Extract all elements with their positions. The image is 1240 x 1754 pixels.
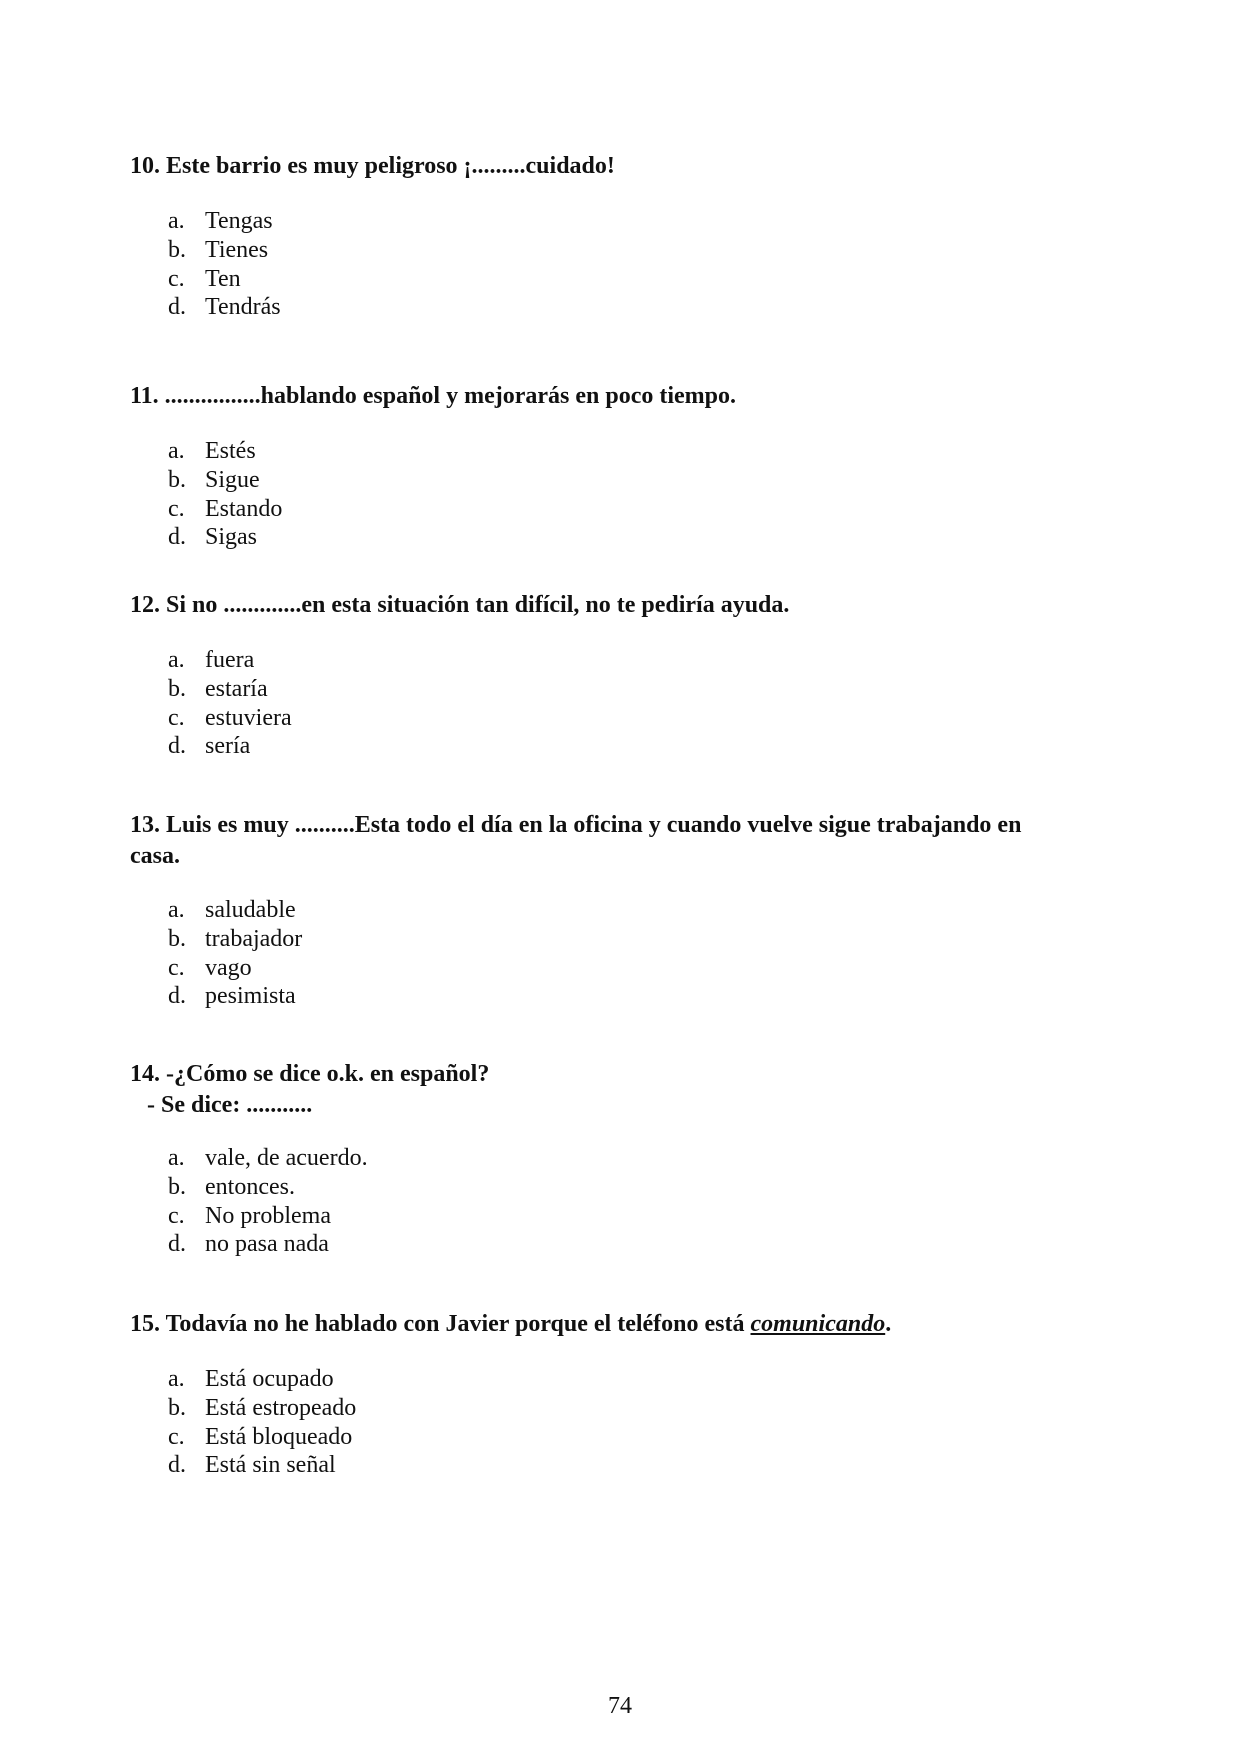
question-14-options (168, 1144, 368, 1259)
option-15-a[interactable] (168, 1365, 356, 1394)
option-14-b[interactable] (168, 1173, 368, 1202)
option-text: vago (205, 954, 252, 981)
option-letter: a. (168, 1145, 185, 1171)
option-13-b[interactable] (168, 925, 302, 954)
option-text: Tengas (205, 208, 273, 234)
option-letter: b. (168, 1173, 186, 1200)
option-letter: a. (168, 647, 185, 673)
option-letter: a. (168, 438, 185, 464)
option-letter: d. (168, 1452, 186, 1479)
option-letter: b. (168, 925, 186, 952)
question-11-stem: 11. ................hablando español y mejorarás en poco tiempo. (130, 383, 737, 409)
option-letter: a. (168, 1366, 185, 1392)
question-14-stem-line2: - Se dice: ........... (147, 1092, 313, 1118)
option-10-c[interactable] (168, 265, 281, 294)
question-14-stem (130, 1059, 1110, 1121)
option-text: Está bloqueado (205, 1423, 353, 1450)
option-14-d[interactable] (168, 1230, 368, 1259)
option-letter: a. (168, 897, 185, 923)
option-letter: c. (168, 704, 185, 731)
question-13-stem-line1: 13. Luis es muy ..........Esta todo el día en la oficina y cuando vuelve sigue trabajando en (130, 812, 1022, 838)
option-letter: a. (168, 208, 185, 234)
option-letter: b. (168, 1394, 186, 1421)
option-letter: d. (168, 294, 186, 321)
question-14-stem-line1: 14. -¿Cómo se dice o.k. en español? (130, 1061, 490, 1087)
option-14-a[interactable] (168, 1144, 368, 1173)
option-text: estuviera (205, 704, 292, 731)
option-11-d[interactable] (168, 523, 282, 552)
option-text: Está ocupado (205, 1366, 334, 1392)
option-letter: d. (168, 733, 186, 760)
option-text: Estés (205, 438, 256, 464)
option-text: no pasa nada (205, 1231, 329, 1258)
option-text: Tienes (205, 236, 269, 263)
option-text: estaría (205, 675, 268, 702)
question-13-stem (130, 810, 1110, 872)
question-15-stem-suffix: . (885, 1311, 892, 1337)
option-15-c[interactable] (168, 1423, 356, 1452)
option-letter: c. (168, 954, 185, 981)
option-text: Estando (205, 495, 283, 522)
option-letter: b. (168, 466, 186, 493)
option-letter: d. (168, 983, 186, 1010)
option-12-d[interactable] (168, 732, 292, 761)
option-text: Está sin señal (205, 1452, 336, 1479)
option-13-d[interactable] (168, 982, 302, 1011)
question-15-stem-prefix: 15. Todavía no he hablado con Javier porque el teléfono está (130, 1311, 751, 1337)
option-letter: b. (168, 236, 186, 263)
option-15-d[interactable] (168, 1451, 356, 1480)
option-letter: c. (168, 265, 185, 292)
question-15-emphasis: comunicando (750, 1311, 886, 1337)
option-12-a[interactable] (168, 646, 292, 675)
option-text: Sigue (205, 466, 260, 493)
question-12-stem: 12. Si no .............en esta situación tan difícil, no te pediría ayuda. (130, 592, 790, 618)
option-letter: c. (168, 495, 185, 522)
option-11-a[interactable] (168, 437, 282, 466)
question-13-stem-line2: casa. (130, 843, 180, 869)
option-text: Está estropeado (205, 1394, 357, 1421)
option-text: entonces. (205, 1173, 295, 1200)
option-text: fuera (205, 647, 255, 673)
option-letter: c. (168, 1423, 185, 1450)
option-text: Ten (205, 265, 241, 292)
page-number: 74 (608, 1693, 632, 1719)
option-10-a[interactable] (168, 207, 281, 236)
question-15-stem (130, 1309, 1110, 1340)
option-letter: c. (168, 1202, 185, 1229)
option-text: vale, de acuerdo. (205, 1145, 368, 1171)
option-13-a[interactable] (168, 896, 302, 925)
option-text: saludable (205, 897, 296, 923)
option-letter: d. (168, 1231, 186, 1258)
question-13-options (168, 896, 302, 1011)
question-10-options (168, 207, 281, 322)
option-12-c[interactable] (168, 704, 292, 733)
option-14-c[interactable] (168, 1202, 368, 1231)
option-15-b[interactable] (168, 1394, 356, 1423)
option-text: Sigas (205, 524, 258, 551)
option-letter: b. (168, 675, 186, 702)
option-letter: d. (168, 524, 186, 551)
option-12-b[interactable] (168, 675, 292, 704)
question-10-stem: 10. Este barrio es muy peligroso ¡.........cuidado! (130, 153, 615, 179)
question-15-options (168, 1365, 356, 1480)
option-10-b[interactable] (168, 236, 281, 265)
option-text: No problema (205, 1202, 331, 1229)
option-text: trabajador (205, 925, 303, 952)
question-11-options (168, 437, 282, 552)
option-text: sería (205, 733, 251, 760)
option-11-c[interactable] (168, 495, 282, 524)
option-text: Tendrás (205, 294, 281, 321)
option-11-b[interactable] (168, 466, 282, 495)
option-13-c[interactable] (168, 954, 302, 983)
option-text: pesimista (205, 983, 296, 1010)
option-10-d[interactable] (168, 293, 281, 322)
question-12-options (168, 646, 292, 761)
